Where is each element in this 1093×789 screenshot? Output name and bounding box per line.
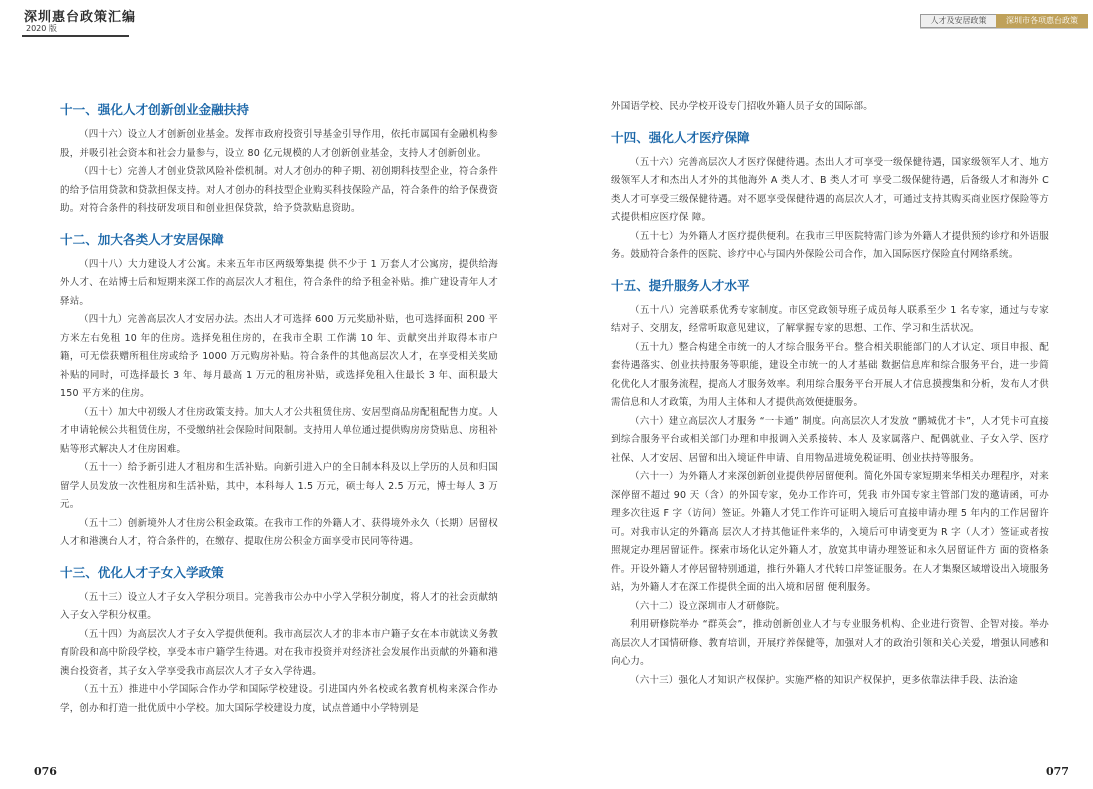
section-heading: 十二、加大各类人才安居保障 xyxy=(60,231,224,247)
publication-year: 2020 版 xyxy=(26,24,57,33)
policy-paragraph: （五十七）为外籍人才医疗提供便利。在我市三甲医院特需门诊为外籍人才提供预约诊疗和外语服务。鼓励符合条件的医院、诊疗中心与国内外保险公司合作，加入国际医疗保险直付网络系统。 xyxy=(611,230,1049,260)
policy-paragraph: （四十六）设立人才创新创业基金。发挥市政府投资引导基金引导作用，依托市属国有金融机构参股，并吸引社会资本和社会力量参与，设立 80 亿元规模的人才创新创业基金，支持人才创新创业。 xyxy=(60,129,498,159)
section-tab-inactive[interactable]: 人才及安居政策 xyxy=(920,14,997,28)
right-page-column xyxy=(611,98,1049,690)
policy-paragraph: （五十九）整合构建全市统一的人才综合服务平台。整合相关职能部门的人才认定、项目申报、配套待遇落实、创业扶持服务等职能，建设全市统一的人才基础 数据信息库和综合服务平台，进一步简化优化人才服务流程，提高人才服务效率。利用综合服务平台开展人才信息摸搜集和分析，发布人才供需信息和人才政策，为用人主体和人才提供高效便捷服务。 xyxy=(611,341,1049,408)
policy-paragraph: （五十）加大中初级人才住房政策支持。加大人才公共租赁住房、安居型商品房配租配售力度。人才申请轮候公共租赁住房，不受缴纳社会保险时间限制。支持用人单位通过提供购房房贷贴息、房租补贴等形式解决人才住房困难。 xyxy=(60,406,498,455)
policy-paragraph: （六十一）为外籍人才来深创新创业提供停居留便利。简化外国专家短期来华相关办理程序，对来深停留不超过 90 天（含）的外国专家，免办工作许可，凭我 市外国专家主管部门发的邀请函，可办理多次往返 F 字（访问）签证。外籍人才凭工作许可证明入境后可直接申请办理 5 年内的工作居留许可。对我市认定的外籍高 层次人才持其他证件来华的，入境后可申请变更为 R 字（人才）签证或者按照规定办理居留证件。探索市场化认定外籍人才，放宽其申请办理签证和永久居留证件方 面的资格条件。开设外籍人才停居留特别通道，推行外籍人才代转口岸签证服务。在人才集聚区域增设出入境服务站，为外籍人才在深工作提供全面的出入境和居留 便利服务。 xyxy=(611,471,1049,593)
policy-paragraph: （六十）建立高层次人才服务 “一卡通” 制度。向高层次人才发放 “鹏城优才卡”，人才凭卡可直接到综合服务平台或相关部门办理和申报调入关系接转、本人 及家属落户、配偶就业、子女入学、医疗社保、人才安居、居留和出入境证件申请、自用物品进境免税证明、创业扶持等服务。 xyxy=(611,415,1049,464)
section-heading: 十四、强化人才医疗保障 xyxy=(611,129,750,145)
section-tab-active[interactable]: 深圳市各项惠台政策 xyxy=(996,14,1088,28)
section-heading: 十三、优化人才子女入学政策 xyxy=(60,564,224,580)
policy-paragraph: 利用研修院举办 “群英会”，推动创新创业人才与专业服务机构、企业进行资智、企智对接。举办高层次人才国情研修、教育培训，开展疗养保健等，加强对人才的政治引领和关心关爱，增强认同感和向心力。 xyxy=(611,619,1049,667)
section-heading: 十一、强化人才创新创业金融扶持 xyxy=(60,102,249,117)
policy-paragraph: （五十八）完善联系优秀专家制度。市区党政领导班子成员每人联系至少 1 名专家，通过与专家结对子、交朋友，经常听取意见建议，了解掌握专家的思想、工作、学习和生活状况。 xyxy=(611,304,1049,334)
continued-paragraph: 外国语学校、民办学校开设专门招收外籍人员子女的国际部。 xyxy=(611,101,873,112)
policy-paragraph: （五十二）创新境外人才住房公积金政策。在我市工作的外籍人才、获得境外永久（长期）居留权人才和港澳台人才，符合条件的，在缴存、提取住房公积金方面享受市民同等待遇。 xyxy=(60,517,498,547)
page-number-right: 077 xyxy=(1046,765,1069,778)
policy-paragraph: （四十七）完善人才创业贷款风险补偿机制。对人才创办的种子期、初创期科技型企业，符合条件的给予信用贷款和贷款担保支持。对人才创办的科技型企业购买科技保险产品，符合条件的给予保费资助。对符合条件的科技研发项目和创业担保贷款，给予贷款贴息资助。 xyxy=(60,166,498,214)
policy-paragraph: （五十一）给予新引进人才租房和生活补贴。向新引进入户的全日制本科及以上学历的人员和归国留学人员发放一次性租房和生活补贴，其中，本科每人 1.5 万元，硕士每人 2.5 万元，博士每人 3 万元。 xyxy=(60,462,498,510)
policy-paragraph: （六十二）设立深圳市人才研修院。 xyxy=(630,600,786,612)
header-rule-right xyxy=(920,28,1088,29)
policy-paragraph: （五十五）推进中小学国际合作办学和国际学校建设。引进国内外名校或名教育机构来深合作办学，创办和打造一批优质中小学校。加大国际学校建设力度，试点普通中小学特别是 xyxy=(60,684,498,714)
policy-paragraph: （四十九）完善高层次人才安居办法。杰出人才可选择 600 万元奖励补贴，也可选择面积 200 平方米左右免租 10 年的住房。选择免租住房的，在我市全职 工作满 10 年、贡献突出并取得本市户籍，可无偿获赠所租住房或给予 1000 万元购房补贴。符合条件的其他高层次人才，在享受相关奖励补贴的同时，可选择最长 3 年、每月最高 1 万元的租房补贴，或选择免租入住最长 3 年、面积最大 150 平方米的住房。 xyxy=(60,314,498,399)
policy-paragraph: （五十六）完善高层次人才医疗保健待遇。杰出人才可享受一级保健待遇，国家级领军人才、地方级领军人才和杰出人才外的其他海外 A 类人才、B 类人才可 享受二级保健待遇，后备级人才和海外 C 类人才可享受三级保健待遇。对不愿享受保健待遇的高层次人才，可通过支持其购买商业医疗保险等方式提供相应医疗保 障。 xyxy=(611,156,1049,223)
publication-title: 深圳惠台政策汇编 xyxy=(24,10,137,25)
left-page-column xyxy=(60,92,498,718)
policy-paragraph: （四十八）大力建设人才公寓。未来五年市区两级筹集提 供不少于 1 万套人才公寓房，提供给海外人才、在站博士后和短期来深工作的高层次人才租住，符合条件的给予租金补贴。推广建设青年人才驿站。 xyxy=(60,258,498,307)
page-number-left: 076 xyxy=(34,765,57,778)
section-heading: 十五、提升服务人才水平 xyxy=(611,277,750,293)
policy-paragraph: （五十四）为高层次人才子女入学提供便利。我市高层次人才的非本市户籍子女在本市就读义务教育阶段和高中阶段学校，享受本市户籍学生待遇。对在我市投资并对经济社会发展作出贡献的外籍和港澳台投资者，其子女入学享受我市高层次人才子女入学待遇。 xyxy=(60,628,498,677)
header-rule-left xyxy=(22,35,129,37)
policy-paragraph: （五十三）设立人才子女入学积分项目。完善我市公办中小学入学积分制度，将人才的社会贡献纳入子女入学积分权重。 xyxy=(60,591,498,621)
policy-paragraph: （六十三）强化人才知识产权保护。实施严格的知识产权保护，更多依靠法律手段、法治途 xyxy=(630,674,1019,686)
